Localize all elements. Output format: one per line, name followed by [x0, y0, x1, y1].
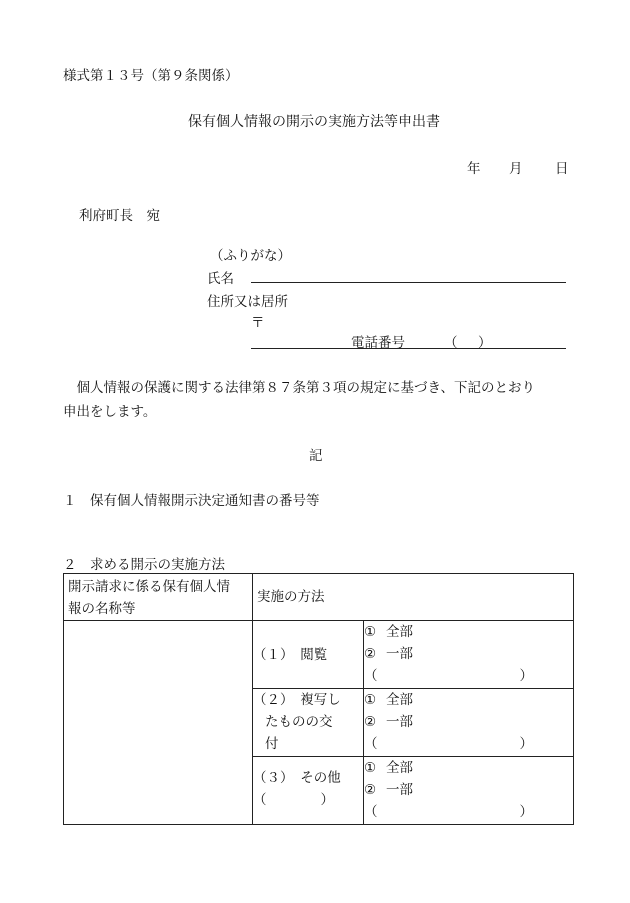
option-partial-circle[interactable]: ② — [364, 646, 377, 662]
option-partial-label: 一部 — [386, 714, 413, 730]
option-partial-circle[interactable]: ② — [364, 714, 377, 730]
method-view-options — [364, 621, 574, 689]
option-partial-circle[interactable]: ② — [364, 782, 377, 798]
method-other — [253, 757, 364, 825]
body-text-line1: 個人情報の保護に関する法律第８７条第３項の規定に基づき、下記のとおり — [63, 380, 535, 396]
option-all-circle[interactable]: ① — [364, 692, 377, 708]
partial-detail-field[interactable] — [364, 733, 573, 755]
header-method-label: 実施の方法 — [257, 589, 325, 605]
phone-label: 電話番号 — [351, 335, 405, 351]
name-label: 氏名 — [207, 271, 234, 287]
method-copy-options — [364, 689, 574, 757]
paren-open: （ — [364, 804, 378, 820]
method-view — [253, 621, 364, 689]
date-year: 年 — [467, 161, 481, 177]
method-label-line2[interactable]: （ ） — [253, 792, 334, 808]
method-copy — [253, 689, 364, 757]
header-info-line1: 開示請求に係る保有個人情 — [68, 579, 230, 595]
furigana-label: （ふりがな） — [210, 248, 291, 264]
option-all-label: 全部 — [386, 624, 413, 640]
page-title: 保有個人情報の開示の実施方法等申出書 — [188, 114, 440, 130]
body-text-line2: 申出をします。 — [63, 404, 157, 420]
header-info-name — [64, 574, 253, 621]
partial-detail-field[interactable] — [364, 665, 573, 687]
name-field-line[interactable] — [251, 282, 566, 283]
address-field-line[interactable] — [251, 348, 566, 349]
option-all-circle[interactable]: ① — [364, 760, 377, 776]
partial-detail-field[interactable] — [364, 801, 573, 823]
date-month: 月 — [509, 161, 523, 177]
method-label-line1: （２） 複写し — [253, 692, 341, 708]
method-other-options — [364, 757, 574, 825]
form-number: 様式第１３号（第９条関係） — [63, 68, 239, 84]
option-all-label: 全部 — [386, 692, 413, 708]
header-info-line2: 報の名称等 — [68, 601, 136, 617]
info-name-cell[interactable] — [64, 621, 253, 825]
phone-paren-open: （ — [444, 335, 458, 351]
method-label-line3: 付 — [265, 736, 279, 752]
section1-heading: １ 保有個人情報開示決定通知書の番号等 — [63, 493, 320, 509]
method-table — [63, 573, 574, 825]
addressee: 利府町長 宛 — [79, 208, 160, 224]
paren-close: ） — [519, 668, 533, 684]
option-all-label: 全部 — [386, 760, 413, 776]
option-all-circle[interactable]: ① — [364, 624, 377, 640]
date-day: 日 — [555, 161, 569, 177]
paren-open: （ — [364, 736, 378, 752]
paren-close: ） — [519, 736, 533, 752]
method-label-line2: たものの交 — [265, 714, 333, 730]
method-label-line1: （３） その他 — [253, 770, 341, 786]
postal-mark: 〒 — [251, 315, 265, 331]
ki-heading: 記 — [309, 448, 323, 464]
paren-close: ） — [519, 804, 533, 820]
option-partial-label: 一部 — [386, 646, 413, 662]
option-partial-label: 一部 — [386, 782, 413, 798]
phone-paren-close: ） — [478, 335, 492, 351]
header-method — [253, 574, 574, 621]
address-label: 住所又は居所 — [207, 294, 288, 310]
method-label-line1: （１） 閲覧 — [253, 646, 328, 663]
section2-heading: ２ 求める開示の実施方法 — [63, 557, 225, 573]
paren-open: （ — [364, 668, 378, 684]
